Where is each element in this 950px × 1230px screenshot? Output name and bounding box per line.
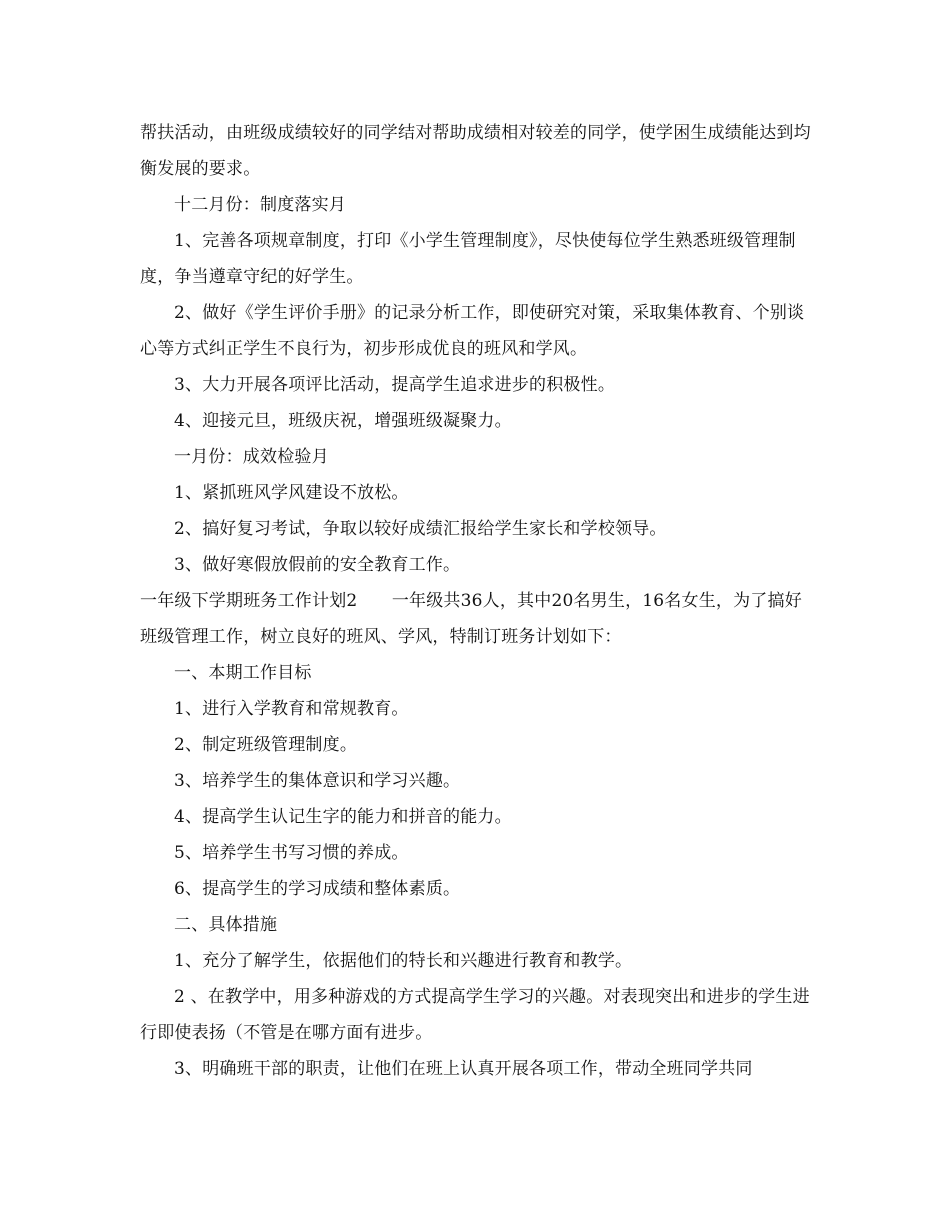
paragraph: 2、搞好复习考试，争取以较好成绩汇报给学生家长和学校领导。 <box>174 519 667 539</box>
section-heading-measures: 二、具体措施 <box>174 915 278 935</box>
list-item: 5、培养学生书写习惯的养成。 <box>174 843 409 863</box>
paragraph: 2、做好《学生评价手册》的记录分析工作，即使研究对策，采取集体教育、个别谈心等方式纠正学生不良行为，初步形成优良的班风和学风。 <box>140 303 805 359</box>
list-item: 3、培养学生的集体意识和学习兴趣。 <box>174 771 461 791</box>
section-heading-goals: 一、本期工作目标 <box>174 663 312 683</box>
paragraph: 1、紧抓班风学风建设不放松。 <box>174 483 409 503</box>
section-heading-january: 一月份：成效检验月 <box>174 447 329 467</box>
paragraph: 帮扶活动，由班级成绩较好的同学结对帮助成绩相对较差的同学，使学困生成绩能达到均衡发展的要求。 <box>140 123 811 179</box>
list-item: 2、制定班级管理制度。 <box>174 735 358 755</box>
paragraph: 3、做好寒假放假前的安全教育工作。 <box>174 555 461 575</box>
list-item: 4、提高学生认记生字的能力和拼音的能力。 <box>174 807 512 827</box>
paragraph: 4、迎接元旦，班级庆祝，增强班级凝聚力。 <box>174 411 512 431</box>
document-body <box>140 115 812 1087</box>
section-heading-december: 十二月份：制度落实月 <box>174 195 346 215</box>
list-item: 2 、在教学中，用多种游戏的方式提高学生学习的兴趣。对表现突出和进步的学生进行即使表扬（不管是在哪方面有进步。 <box>140 987 810 1043</box>
list-item: 1、充分了解学生，依据他们的特长和兴趣进行教育和教学。 <box>174 951 633 971</box>
list-item: 6、提高学生的学习成绩和整体素质。 <box>174 879 461 899</box>
plan-intro-paragraph: 一年级下学期班务工作计划2 一年级共36人，其中20名男生，16名女生，为了搞好班级管理工作，树立良好的班风、学风，特制订班务计划如下： <box>140 591 802 647</box>
list-item: 1、进行入学教育和常规教育。 <box>174 699 409 719</box>
paragraph: 1、完善各项规章制度，打印《小学生管理制度》，尽快使每位学生熟悉班级管理制度，争当遵章守纪的好学生。 <box>140 231 796 287</box>
list-item: 3、明确班干部的职责，让他们在班上认真开展各项工作，带动全班同学共同 <box>174 1059 753 1079</box>
paragraph: 3、大力开展各项评比活动，提高学生追求进步的积极性。 <box>174 375 616 395</box>
